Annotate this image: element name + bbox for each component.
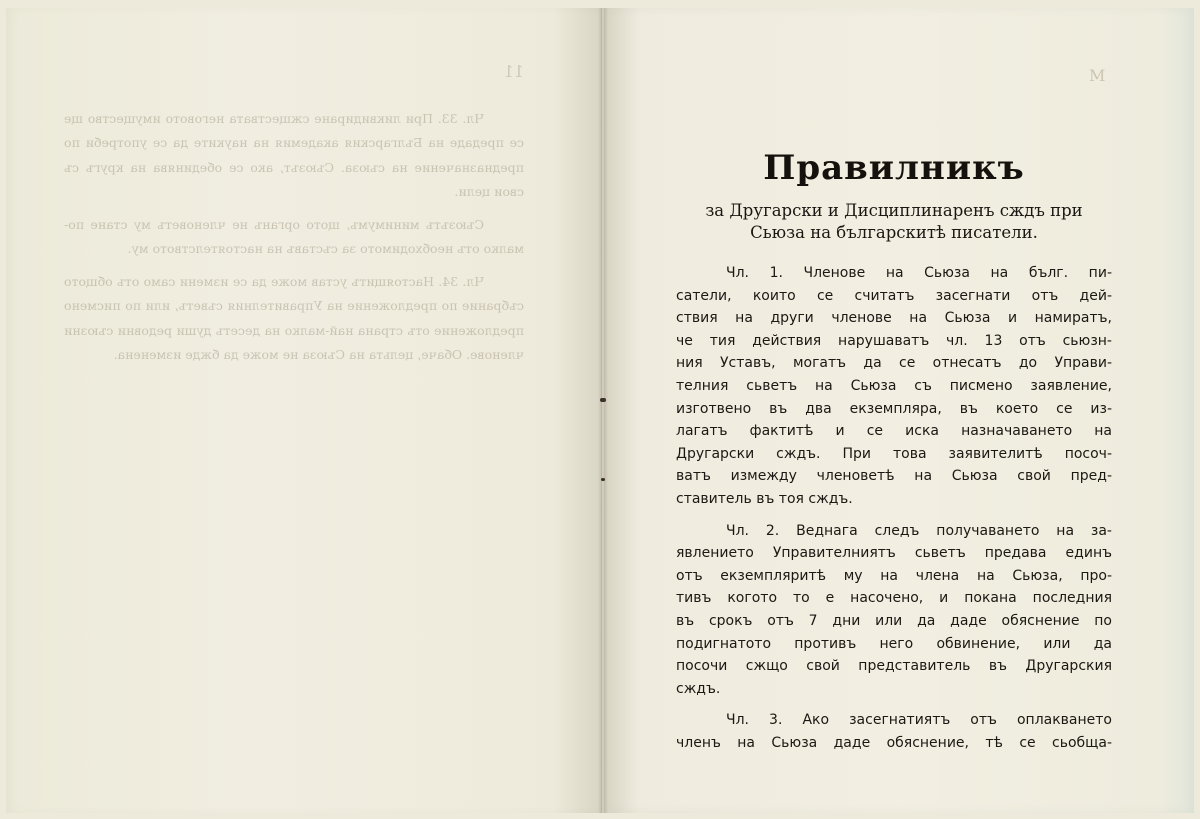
articles-body	[676, 262, 1112, 754]
article-line: ствия на други членове на Сьюза и намиратъ,	[676, 310, 1112, 327]
left-page	[6, 8, 602, 813]
regulation-text	[676, 146, 1112, 754]
article-line: сатели, които се считатъ засегнати отъ дей-	[676, 287, 1112, 304]
book-gutter	[598, 8, 608, 813]
article-line: че тия действия нарушаватъ чл. 13 отъ сьюзн-	[676, 332, 1112, 349]
binding-stitch	[601, 478, 605, 481]
article-line: ния Уставъ, могатъ да се отнесатъ до Управи-	[676, 355, 1112, 372]
bleed-paragraph: Чл. 33. При ликвидиране сжществата неговото имущество ще се предаде на Българския академия на науките да се употреби по предназначение на съюза. Съюзът, ако се обединява на кругъ съ свои цели.	[64, 110, 524, 199]
article-line: въ срокъ отъ 7 дни или да даде обяснение по	[676, 612, 1112, 629]
article-line: телния сьветъ на Сьюза съ писмено заявление,	[676, 377, 1112, 394]
right-page-ghost-number: М	[1089, 66, 1106, 85]
subtitle-line: за Другарски и Дисциплинаренъ сждъ при	[705, 201, 1083, 220]
left-page-number: 11	[503, 62, 524, 81]
article-line: членъ на Сьюза даде обяснение, тѣ се сьобща-	[676, 734, 1112, 751]
page-title: Правилникъ	[763, 148, 1025, 188]
bleed-paragraph: Чл. 34. Настоящитъ устав може да се измени само отъ общото събрание по предложение на Управителния съветъ, или по писмено предложение отъ страна най-малко на десетъ души редовни съюзни членове. Обаче, цельта на Съюза не може да бжде изменена.	[64, 273, 524, 362]
article-line: посочи сжщо свой представитель въ Другарския	[676, 658, 1112, 675]
article-line: подигнатото противъ него обвинение, или да	[676, 635, 1112, 652]
article-line: изготвено въ два екземпляра, въ което се из-	[676, 400, 1112, 417]
page-subtitle	[676, 200, 1112, 244]
article-line: сждъ.	[676, 680, 721, 697]
article-line: ватъ измежду членоветѣ на Сьюза свой пред-	[676, 468, 1112, 485]
paragraph-gap	[676, 511, 1112, 520]
article-line: ставитель въ тоя сждъ.	[676, 490, 853, 507]
article-line: лагатъ фактитѣ и се иска назначаването на	[676, 423, 1112, 440]
right-page	[604, 8, 1194, 813]
article-line: Чл. 1. Членове на Сьюза на бълг. пи-	[726, 265, 1112, 281]
article-line: Чл. 2. Веднага следъ получаването на за-	[726, 522, 1112, 539]
article-line: Другарски сждъ. При това заявителитѣ посоч-	[676, 445, 1112, 462]
article-line: тивъ когото то е насочено, и покана последния	[676, 590, 1112, 607]
article-line: отъ екземпляритѣ му на члена на Сьюза, про-	[676, 567, 1112, 584]
bleed-paragraph: Съюзътъ минимумъ, щото органъ не членоветъ му стане по-малко отъ необходимото за съставъ на настоятелството му.	[64, 216, 524, 256]
left-page-bleed-through-text	[64, 60, 524, 376]
paragraph-gap	[676, 700, 1112, 709]
article-line: явлението Управителниятъ сьветъ предава единъ	[676, 545, 1112, 562]
binding-stitch	[600, 398, 606, 402]
article-line: Чл. 3. Ако засегнатиятъ отъ оплакването	[726, 712, 1112, 729]
subtitle-line: Сьюза на българскитѣ писатели.	[750, 223, 1038, 242]
